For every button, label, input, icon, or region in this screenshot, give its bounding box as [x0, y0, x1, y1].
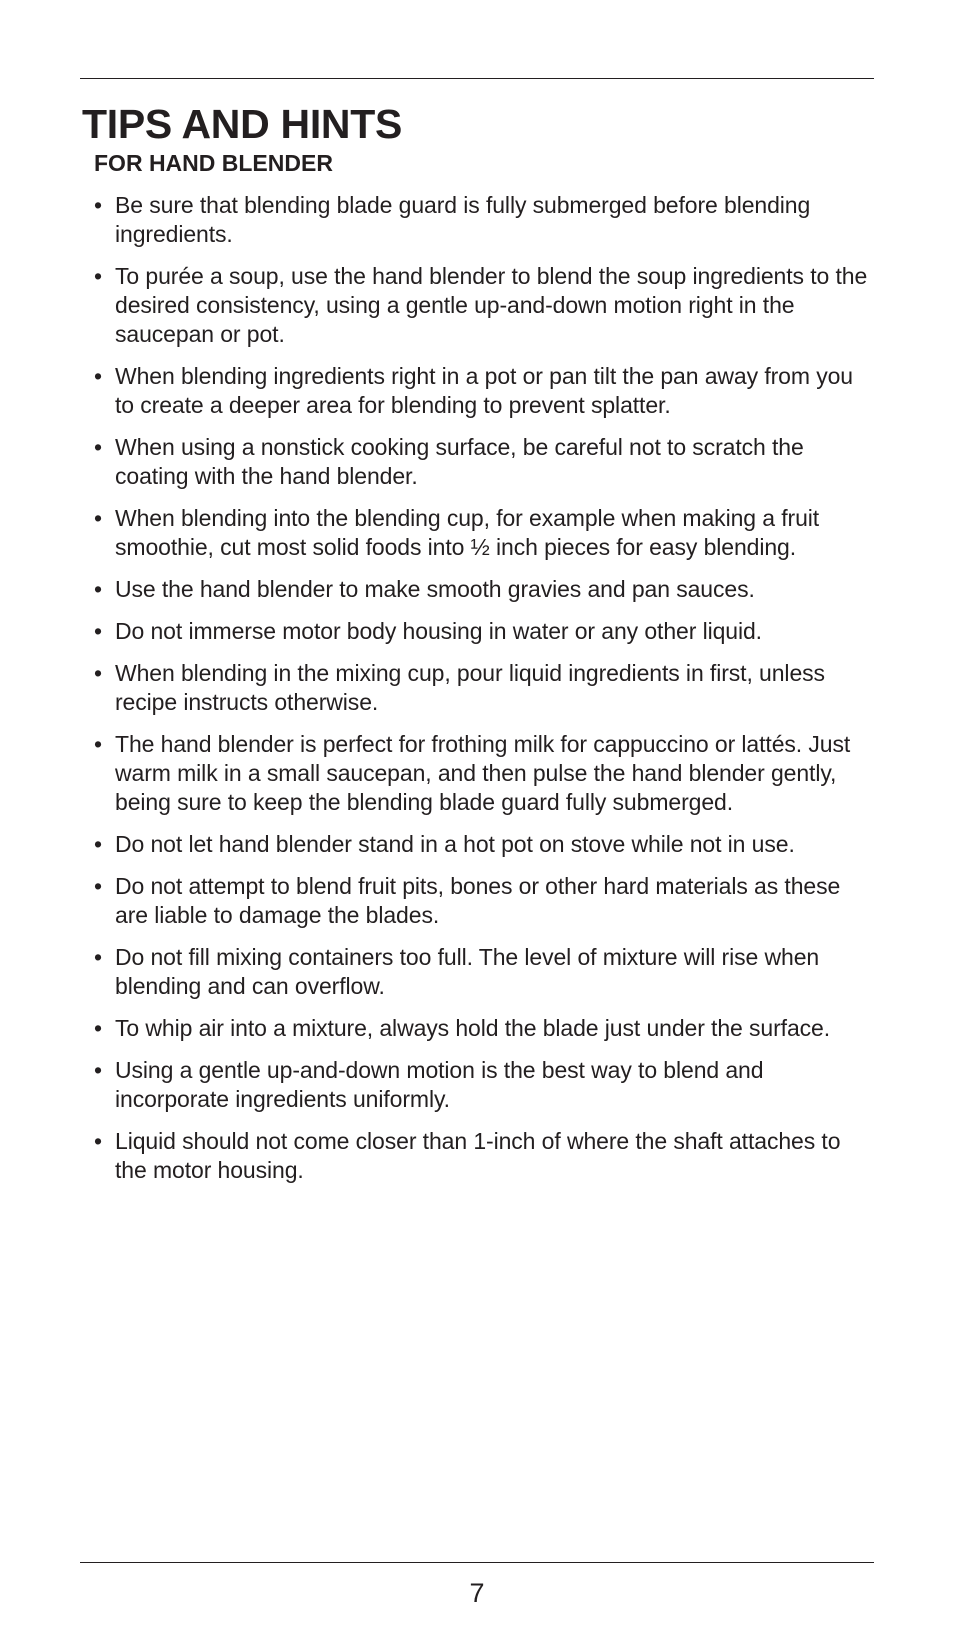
tips-list [94, 191, 876, 1198]
bullet-icon: • [94, 192, 102, 218]
bullet-icon: • [94, 731, 102, 757]
tip-item [94, 575, 876, 604]
tip-text: When blending ingredients right in a pot or pan tilt the pan away from you to create a deeper area for blending to prevent splatter. [115, 363, 853, 418]
bullet-icon: • [94, 505, 102, 531]
bullet-icon: • [94, 873, 102, 899]
bullet-icon: • [94, 434, 102, 460]
tip-item [94, 943, 876, 1001]
top-divider [80, 78, 874, 79]
bullet-icon: • [94, 660, 102, 686]
bottom-divider [80, 1562, 874, 1563]
bullet-icon: • [94, 263, 102, 289]
tip-item [94, 362, 876, 420]
tip-text: To purée a soup, use the hand blender to blend the soup ingredients to the desired consistency, using a gentle up-and-down motion right in the saucepan or pot. [115, 263, 868, 347]
bullet-icon: • [94, 363, 102, 389]
tip-item [94, 262, 876, 349]
tip-item [94, 659, 876, 717]
page-subtitle: FOR HAND BLENDER [94, 150, 333, 176]
bullet-icon: • [94, 1057, 102, 1083]
tip-text: Be sure that blending blade guard is fully submerged before blending ingredients. [115, 192, 811, 247]
tip-item [94, 1127, 876, 1185]
tip-text: To whip air into a mixture, always hold the blade just under the surface. [115, 1015, 831, 1041]
tip-text: Use the hand blender to make smooth gravies and pan sauces. [115, 576, 755, 602]
tip-item [94, 1056, 876, 1114]
tip-text: Do not immerse motor body housing in water or any other liquid. [115, 618, 762, 644]
tip-item [94, 830, 876, 859]
tip-item [94, 1014, 876, 1043]
tip-text: Do not attempt to blend fruit pits, bones or other hard materials as these are liable to damage the blades. [115, 873, 841, 928]
tip-item [94, 433, 876, 491]
bullet-icon: • [94, 576, 102, 602]
tip-text: When using a nonstick cooking surface, be careful not to scratch the coating with the hand blender. [115, 434, 804, 489]
tip-item [94, 504, 876, 562]
tip-item [94, 872, 876, 930]
tip-item [94, 191, 876, 249]
bullet-icon: • [94, 1128, 102, 1154]
bullet-icon: • [94, 1015, 102, 1041]
tip-text: Do not fill mixing containers too full. The level of mixture will rise when blending and can overflow. [115, 944, 820, 999]
tip-item [94, 617, 876, 646]
tip-text: The hand blender is perfect for frothing milk for cappuccino or lattés. Just warm milk in a small saucepan, and then pulse the hand blender gently, being sure to keep the blending blade guard fully submerged. [115, 731, 851, 815]
tip-text: When blending in the mixing cup, pour liquid ingredients in first, unless recipe instructs otherwise. [115, 660, 825, 715]
page-title: TIPS AND HINTS [82, 101, 403, 147]
bullet-icon: • [94, 618, 102, 644]
tip-text: Do not let hand blender stand in a hot pot on stove while not in use. [115, 831, 795, 857]
bullet-icon: • [94, 831, 102, 857]
tip-text: Using a gentle up-and-down motion is the best way to blend and incorporate ingredients uniformly. [115, 1057, 764, 1112]
bullet-icon: • [94, 944, 102, 970]
tip-item [94, 730, 876, 817]
page-number: 7 [469, 1578, 485, 1608]
tip-text: When blending into the blending cup, for example when making a fruit smoothie, cut most solid foods into ½ inch pieces for easy blending. [115, 505, 820, 560]
tip-text: Liquid should not come closer than 1-inch of where the shaft attaches to the motor housing. [115, 1128, 841, 1183]
